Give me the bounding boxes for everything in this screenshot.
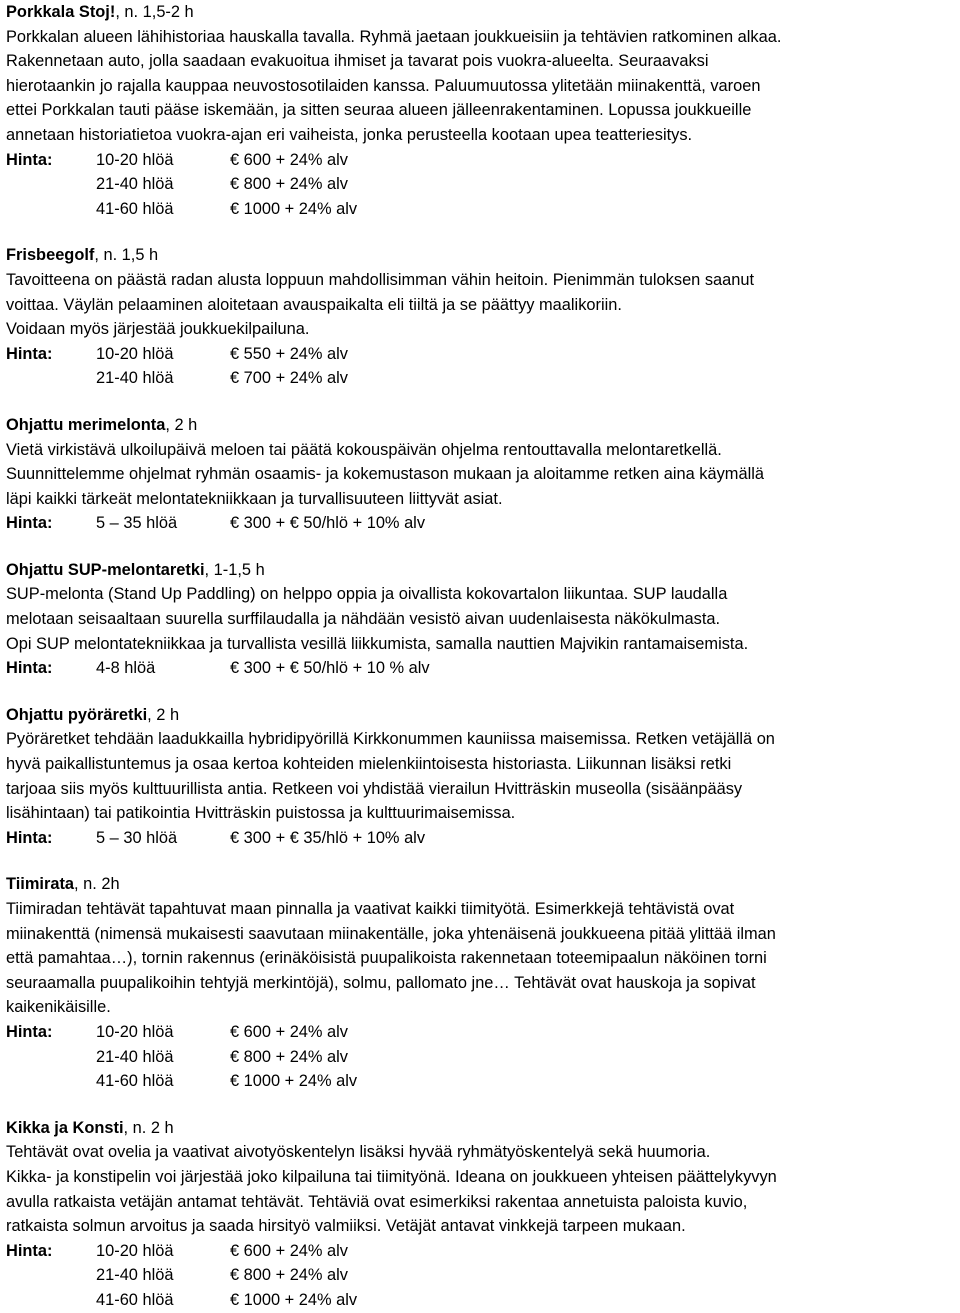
price-row (6, 1020, 956, 1045)
price-row (6, 366, 956, 391)
section-title-duration: , 2 h (165, 415, 198, 434)
price-label: Hinta: (6, 828, 53, 847)
group-size: 21-40 hlöä (96, 1047, 174, 1066)
section-title (6, 0, 956, 25)
section-title-duration: , n. 2 h (123, 1118, 174, 1137)
section-title-duration: , 2 h (147, 705, 180, 724)
section-title-name: Ohjattu merimelonta (6, 415, 166, 434)
group-size: 5 – 30 hlöä (96, 828, 178, 847)
section-title (6, 872, 956, 897)
price-row (6, 1239, 956, 1264)
group-size: 10-20 hlöä (96, 344, 174, 363)
price-label (6, 366, 96, 391)
description-line: Voidaan myös järjestää joukkuekilpailuna. (6, 320, 310, 339)
section-spacer (6, 391, 956, 413)
group-size: 10-20 hlöä (96, 1241, 174, 1260)
description-line: hyvä paikallistuntemus ja osaa kertoa kohteiden mielenkiintoisesta historiasta. Liikunnan lisäksi retki (6, 755, 732, 774)
group-size: 41-60 hlöä (96, 1072, 174, 1091)
price-value: € 300 + € 35/hlö + 10% alv (230, 828, 426, 847)
section-title (6, 243, 956, 268)
price-label (6, 1288, 96, 1313)
description-line: avulla ratkaista vetäjän antamat tehtävät. Tehtäviä ovat esimerkiksi rakentaa annetuista paloista kuvio, (6, 1192, 748, 1211)
price-label: Hinta: (6, 344, 53, 363)
description-line: Vietä virkistävä ulkoilupäivä meloen tai päätä kokouspäivän ohjelma rentouttavalla melontaretkellä. (6, 440, 722, 459)
group-size: 10-20 hlöä (96, 1022, 174, 1041)
price-row (6, 656, 956, 681)
section-title-duration: , n. 1,5-2 h (115, 3, 194, 21)
section-spacer (6, 681, 956, 703)
activity-section (6, 1116, 956, 1313)
price-value: € 600 + 24% alv (230, 1241, 349, 1260)
section-title-name: Ohjattu pyöräretki (6, 705, 148, 724)
price-label (6, 172, 96, 197)
price-row (6, 172, 956, 197)
description-line: läpi kaikki tärkeät melontatekniikkaan ja turvallisuuteen liittyvät asiat. (6, 489, 503, 508)
price-row (6, 1263, 956, 1288)
price-value: € 1000 + 24% alv (230, 199, 358, 218)
group-size: 41-60 hlöä (96, 1290, 174, 1309)
price-value: € 1000 + 24% alv (230, 1072, 358, 1091)
description-line: Tavoitteena on päästä radan alusta loppuun mahdollisimman vähin heitoin. Pienimmän tuloksen saanut (6, 270, 755, 289)
section-spacer (6, 850, 956, 872)
description-line: seuraamalla puupalikoihin tehtyjä merkintöjä), solmu, pallomato jne… Tehtävät ovat hauskoja ja sopivat (6, 973, 756, 992)
description-line: Opi SUP melontatekniikkaa ja turvallista vesillä liikkumista, samalla nauttien Majvikin rantamaisemista. (6, 634, 749, 653)
description-line: ratkaista solmun arvoitus ja saada hirsityö valmiiksi. Vetäjät antavat vinkkejä tarpeen mukaan. (6, 1217, 686, 1236)
description-line: Kikka- ja konstipelin voi järjestää joko kilpailuna tai tiimityönä. Ideana on joukkueen yhteisen päättelykyvyn (6, 1167, 777, 1186)
section-title-name: Ohjattu SUP-melontaretki (6, 560, 205, 579)
activity-section (6, 703, 956, 851)
section-title-name: Frisbeegolf (6, 246, 95, 265)
description-line: melotaan seisaaltaan suurella surffilaudalla ja nähdään vesistö aivan uudenlaisesta näkökulmasta. (6, 610, 721, 629)
group-size: 10-20 hlöä (96, 150, 174, 169)
activity-section (6, 243, 956, 391)
price-label: Hinta: (6, 659, 53, 678)
section-title-duration: , 1-1,5 h (204, 560, 265, 579)
price-label (6, 1045, 96, 1070)
section-title (6, 703, 956, 728)
section-title (6, 558, 956, 583)
section-title-name: Tiimirata (6, 875, 75, 894)
activity-section (6, 413, 956, 536)
price-value: € 700 + 24% alv (230, 369, 349, 388)
price-value: € 600 + 24% alv (230, 150, 349, 169)
price-value: € 300 + € 50/hlö + 10% alv (230, 514, 426, 533)
group-size: 21-40 hlöä (96, 175, 174, 194)
section-title (6, 413, 956, 438)
description-line: Tiimiradan tehtävät tapahtuvat maan pinnalla ja vaativat kaikki tiimityötä. Esimerkkejä tehtävistä ovat (6, 900, 735, 918)
description-line: että pamahtaa…), tornin rakennus (erinäköisistä puupalikoista rakennetaan toteemipaalun näköinen torni (6, 949, 767, 968)
group-size: 5 – 35 hlöä (96, 514, 178, 533)
price-value: € 800 + 24% alv (230, 1266, 349, 1285)
description-line: kaikenikäisille. (6, 998, 111, 1017)
price-row (6, 1288, 956, 1313)
section-spacer (6, 536, 956, 558)
section-title (6, 1116, 956, 1141)
price-row (6, 1069, 956, 1094)
activity-section (6, 0, 956, 221)
price-row (6, 1045, 956, 1070)
price-label: Hinta: (6, 1241, 53, 1260)
price-label (6, 1069, 96, 1094)
price-label: Hinta: (6, 514, 53, 533)
price-value: € 550 + 24% alv (230, 344, 349, 363)
description-line: hierotaankin jo rajalla kauppaa neuvostosotilaiden kanssa. Paluumuutossa ylitetään miinakenttä, varoen (6, 76, 761, 95)
price-label: Hinta: (6, 150, 53, 169)
description-line: Pyöräretket tehdään laadukkailla hybridipyörillä Kirkkonummen kauniissa maisemissa. Retken vetäjällä on (6, 730, 775, 749)
group-size: 21-40 hlöä (96, 1266, 174, 1285)
group-size: 21-40 hlöä (96, 369, 174, 388)
description-line: Tehtävät ovat ovelia ja vaativat aivotyöskentelyn lisäksi hyvää ryhmätyöskentelyä sekä huumoria. (6, 1143, 711, 1162)
price-value: € 800 + 24% alv (230, 175, 349, 194)
price-row (6, 511, 956, 536)
description-line: lisähintaan) tai patikointia Hvitträskin puistossa ja kulttuurimaisemissa. (6, 804, 516, 823)
section-title-duration: , n. 1,5 h (94, 246, 159, 265)
price-row (6, 148, 956, 173)
description-line: voittaa. Väylän pelaaminen aloitetaan avauspaikalta eli tiiltä ja se päättyy maalikoriin. (6, 295, 622, 314)
price-value: € 300 + € 50/hlö + 10 % alv (230, 659, 430, 678)
document-body (6, 0, 956, 1313)
section-spacer (6, 221, 956, 243)
price-value: € 1000 + 24% alv (230, 1290, 358, 1309)
price-row (6, 826, 956, 851)
section-title-name: Porkkala Stoj! (6, 3, 116, 21)
price-row (6, 197, 956, 222)
section-spacer (6, 1094, 956, 1116)
group-size: 41-60 hlöä (96, 199, 174, 218)
price-label (6, 197, 96, 222)
description-line: tarjoaa siis myös kulttuurillista antia. Retkeen voi yhdistää vierailun Hvitträskin museolla (sisäänpääsy (6, 779, 743, 798)
section-title-duration: , n. 2h (74, 875, 120, 894)
price-row (6, 342, 956, 367)
activity-section (6, 872, 956, 1093)
price-value: € 800 + 24% alv (230, 1047, 349, 1066)
price-value: € 600 + 24% alv (230, 1022, 349, 1041)
description-line: SUP-melonta (Stand Up Paddling) on helppo oppia ja oivallista kokovartalon liikuntaa. SUP laudalla (6, 585, 728, 604)
price-label (6, 1263, 96, 1288)
description-line: ettei Porkkalan tauti pääse iskemään, ja sitten seuraa alueen jälleenrakentaminen. Lopussa joukkueille (6, 101, 752, 120)
group-size: 4-8 hlöä (96, 659, 156, 678)
description-line: Rakennetaan auto, jolla saadaan evakuoitua ihmiset ja tavarat pois vuokra-alueelta. Seuraavaksi (6, 52, 709, 71)
description-line: Suunnittelemme ohjelmat ryhmän osaamis- ja kokemustason mukaan ja aloitamme retken aina käymällä (6, 465, 764, 484)
section-title-name: Kikka ja Konsti (6, 1118, 124, 1137)
description-line: Porkkalan alueen lähihistoriaa hauskalla tavalla. Ryhmä jaetaan joukkueisiin ja tehtävien ratkominen alkaa. (6, 27, 782, 46)
description-line: miinakenttä (nimensä mukaisesti saavutaan miinakentälle, joka yhtenäisenä joukkueena pitää ylittää ilman (6, 924, 776, 943)
activity-section (6, 558, 956, 681)
description-line: annetaan historiatietoa vuokra-ajan eri vaiheista, jonka perusteella kootaan upea teatteriesitys. (6, 125, 693, 144)
price-label: Hinta: (6, 1022, 53, 1041)
